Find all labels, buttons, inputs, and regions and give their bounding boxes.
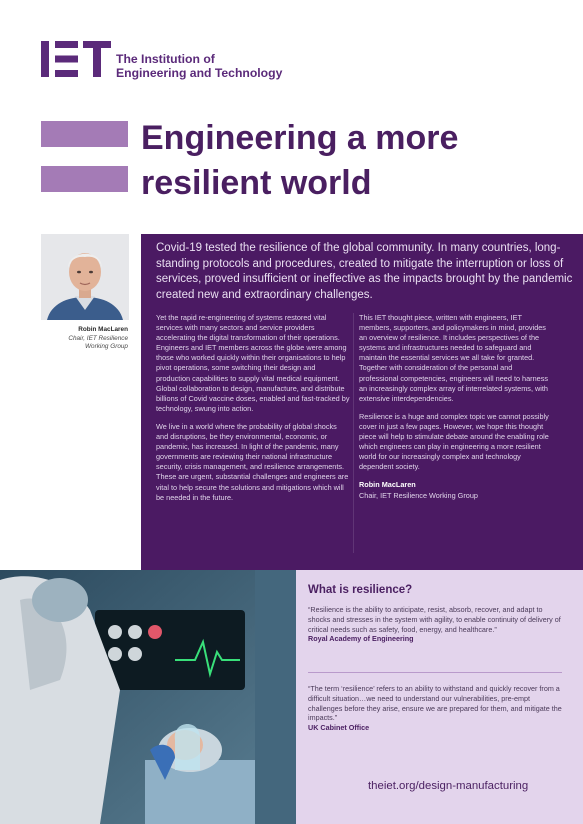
title-accent-bar bbox=[41, 121, 128, 147]
quote-block bbox=[308, 605, 566, 644]
intro-paragraph: This IET thought piece, written with engineers, IET members, supporters, and policymakers in mind, provides an overview of resilience. It includes perspectives of the systems and infrastructures needed to safeguard and maintain the essential services we all take for granted. Together with consideration of the personal and professional competencies, engineers will need to harness an increasingly complex array of interrelated systems, with extensive interdependencies. bbox=[359, 313, 549, 403]
iet-logo-mark bbox=[41, 41, 111, 77]
page-title-line2: resilient world bbox=[141, 164, 372, 202]
intro-paragraph: Yet the rapid re-engineering of systems restored vital services with many sectors and service providers accelerating the digital transformation of their operations. Engineers and IET members across the globe were among those who worked quickly within their organisations to help pivot operations, some switching their design and production capabilities to supply vital medical equipment. Global collaboration to design, manufacture, and distribute billions of Covid vaccine doses, enabled and fast-tracked by technology, swung into action. bbox=[156, 313, 350, 413]
caption-role-line2: Working Group bbox=[85, 343, 128, 351]
page-title bbox=[141, 116, 561, 206]
author-portrait bbox=[41, 234, 129, 320]
organisation-name bbox=[116, 52, 282, 80]
intro-lead: Covid-19 tested the resilience of the global community. In many countries, long-standing protocols and procedures, created to mitigate the interruption or loss of services, proved insufficient or ineffective as the impacts brought by the pandemic created new and extraordinary challenges. bbox=[156, 242, 573, 301]
quote-source: Royal Academy of Engineering bbox=[308, 634, 414, 644]
quote-source: UK Cabinet Office bbox=[308, 723, 370, 733]
hospital-photo bbox=[0, 570, 296, 824]
portrait-caption bbox=[30, 326, 128, 352]
signature-role: Chair, IET Resilience Working Group bbox=[359, 490, 478, 500]
column-divider bbox=[353, 313, 354, 553]
intro-column-right bbox=[359, 313, 553, 501]
footer-url-link[interactable]: theiet.org/design-manufacturing bbox=[368, 780, 529, 792]
title-accent-bar bbox=[41, 166, 128, 192]
intro-column-left bbox=[156, 313, 350, 511]
page-title-line1: Engineering a more bbox=[141, 119, 459, 157]
quote-text: “The term ‘resilience’ refers to an ability to withstand and quickly recover from a difficult situation…we need to understand our vulnerabilities, pre-empt challenges before they arise, ensure we are prepared for them, and mitigate the impacts.” bbox=[308, 684, 562, 723]
caption-name: Robin MacLaren bbox=[78, 326, 128, 333]
organisation-name-line1: The Institution of bbox=[116, 52, 215, 66]
quote-text: “Resilience is the ability to anticipate, resist, absorb, recover, and adapt to shocks and stresses in the system with agility, to enable continuity of delivery of critical needs such as safety, food, energy, and healthcare.” bbox=[308, 605, 561, 634]
signature-name: Robin MacLaren bbox=[359, 480, 416, 490]
resilience-heading: What is resilience? bbox=[308, 584, 413, 596]
quote-block bbox=[308, 684, 566, 733]
quote-divider bbox=[308, 672, 562, 673]
organisation-name-line2: Engineering and Technology bbox=[116, 66, 283, 80]
intro-paragraph: Resilience is a huge and complex topic we cannot possibly cover in just a few pages. However, we hope this thought piece will help to stimulate debate around the enabling role which engineers can play in engineering a more resilient world for our increasingly complex and technology dependent society. bbox=[359, 411, 549, 472]
caption-role-line1: Chair, IET Resilience bbox=[68, 334, 128, 342]
intro-paragraph: We live in a world where the probability of global shocks and disruptions, be they environmental, economic, or pandemic, has increased. In light of the pandemic, many governments are reviewing their national infrastructure security, crisis management, and resilience arrangements. These are urgent, substantial challenges and engineers are vital to help secure the solutions and mitigations which will be needed in the future. bbox=[156, 421, 349, 502]
